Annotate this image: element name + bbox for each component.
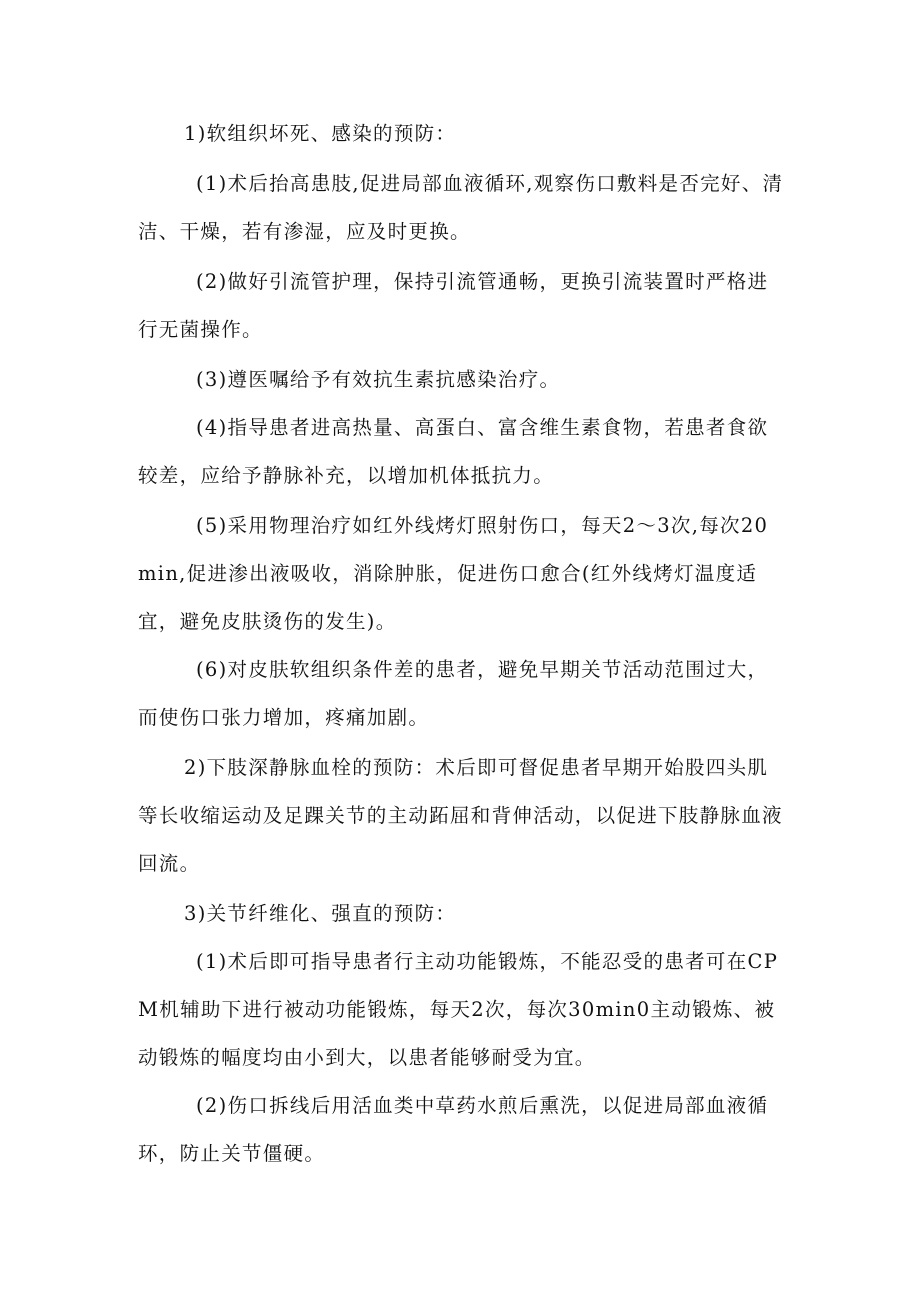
paragraph-joint-heading: 3)关节纤维化、强直的预防： xyxy=(184,902,457,925)
paragraph-dvt-prevention: 2)下肢深静脉血栓的预防：术后即可督促患者早期开始股四头肌等长收缩运动及足踝关节的主动跖屈和背伸活动，以促进下肢静脉血液回流。 xyxy=(138,756,783,875)
paragraph-joint-item-1: (1)术后即可指导患者行主动功能锻炼，不能忍受的患者可在CPM机辅助下进行被动功能锻炼，每天2次，每次30min0主动锻炼、被动锻炼的幅度均由小到大，以患者能够耐受为宜。 xyxy=(138,950,779,1069)
paragraph-joint-item-2: (2)伤口拆线后用活血类中草药水煎后熏洗，以促进局部血液循环，防止关节僵硬。 xyxy=(138,1094,769,1165)
paragraph-item-3: (3)遵医嘱给予有效抗生素抗感染治疗。 xyxy=(196,368,561,391)
paragraph-item-2: (2)做好引流管护理，保持引流管通畅，更换引流装置时严格进行无菌操作。 xyxy=(138,270,769,341)
paragraph-item-4: (4)指导患者进高热量、高蛋白、富含维生素食物，若患者食欲较差，应给予静脉补充，以增加机体抵抗力。 xyxy=(138,416,769,487)
paragraph-soft-tissue-heading: 1)软组织坏死、感染的预防： xyxy=(184,122,457,145)
paragraph-item-5: (5)采用物理治疗如红外线烤灯照射伤口，每天2～3次,每次20min,促进渗出液吸收，消除肿胀，促进伤口愈合(红外线烤灯温度适宜，避免皮肤烫伤的发生)。 xyxy=(138,514,769,633)
paragraph-item-1: (1)术后抬高患肢,促进局部血液循环,观察伤口敷料是否完好、清洁、干燥，若有渗湿，应及时更换。 xyxy=(138,172,784,243)
paragraph-item-6: (6)对皮肤软组织条件差的患者，避免早期关节活动范围过大，而使伤口张力增加，疼痛加剧。 xyxy=(138,658,769,729)
